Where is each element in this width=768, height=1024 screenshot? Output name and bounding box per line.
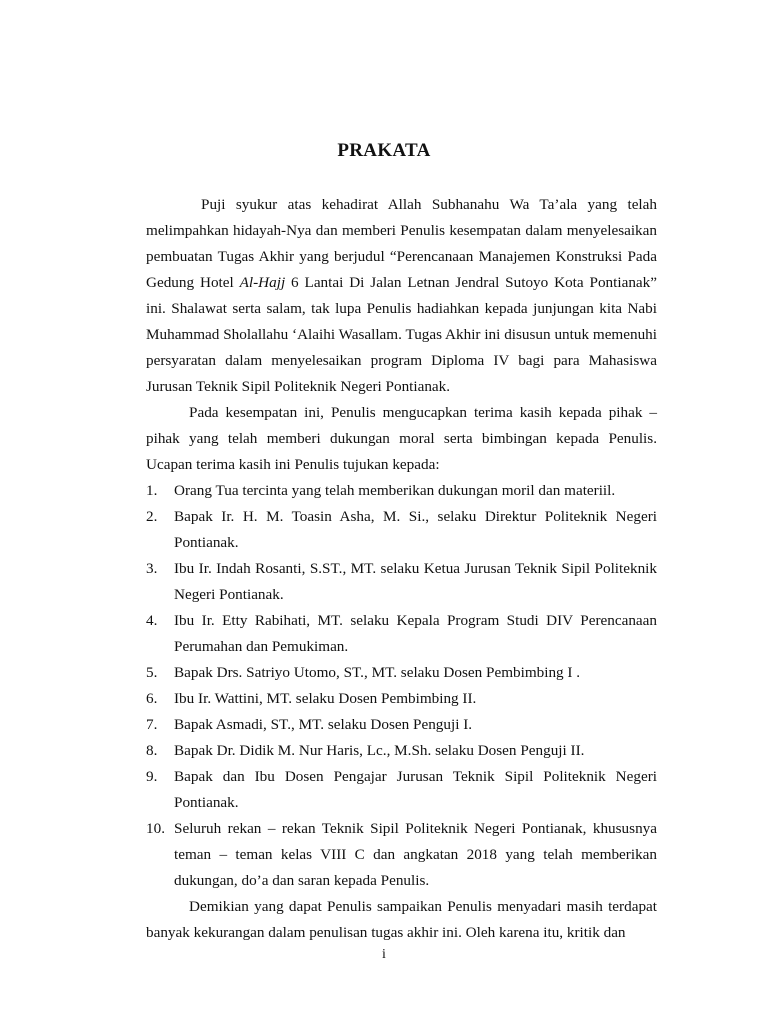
list-item-number: 4. bbox=[146, 612, 158, 629]
list-item bbox=[146, 816, 657, 894]
list-item bbox=[146, 478, 657, 504]
list-item bbox=[146, 556, 657, 608]
list-item-text: Ibu Ir. Etty Rabihati, MT. selaku Kepala Program Studi DIV Perencanaan Perumahan dan Pemukiman. bbox=[174, 612, 657, 655]
list-item-number: 2. bbox=[146, 508, 158, 525]
closing-paragraph: Demikian yang dapat Penulis sampaikan Penulis menyadari masih terdapat banyak kekurangan dalam penulisan tugas akhir ini. Oleh karena itu, kritik dan bbox=[146, 898, 657, 941]
intro-text-end: 6 Lantai Di Jalan Letnan Jendral Sutoyo Kota Pontianak” ini. Shalawat serta salam, tak lupa Penulis hadiahkan kepada junjungan kita Nabi Muhammad Sholallahu ‘Alaihi Wasallam. Tugas Akhir ini disusun untuk memenuhi persyaratan dalam menyelesaikan program Diploma IV bagi para Mahasiswa Jurusan Teknik Sipil Politeknik Negeri Pontianak. bbox=[146, 274, 657, 395]
list-item bbox=[146, 764, 657, 816]
list-item bbox=[146, 660, 657, 686]
list-item bbox=[146, 608, 657, 660]
list-item-number: 7. bbox=[146, 716, 158, 733]
intro-paragraph bbox=[146, 192, 657, 400]
list-item-number: 1. bbox=[146, 482, 158, 499]
list-item bbox=[146, 686, 657, 712]
hotel-name-italic: Al-Hajj bbox=[239, 274, 286, 291]
list-item-text: Orang Tua tercinta yang telah memberikan dukungan moril dan materiil. bbox=[174, 482, 616, 499]
document-body bbox=[146, 192, 657, 946]
list-item bbox=[146, 712, 657, 738]
list-item-text: Bapak Ir. H. M. Toasin Asha, M. Si., selaku Direktur Politeknik Negeri Pontianak. bbox=[174, 508, 657, 551]
list-item bbox=[146, 738, 657, 764]
list-item-number: 10. bbox=[146, 820, 165, 837]
list-item-text: Bapak Drs. Satriyo Utomo, ST., MT. selaku Dosen Pembimbing I . bbox=[174, 664, 581, 681]
list-item-text: Ibu Ir. Wattini, MT. selaku Dosen Pembimbing II. bbox=[174, 690, 477, 707]
list-item-number: 8. bbox=[146, 742, 158, 759]
list-item-text: Seluruh rekan – rekan Teknik Sipil Politeknik Negeri Pontianak, khususnya teman – teman kelas VIII C dan angkatan 2018 yang telah memberikan dukungan, do’a dan saran kepada Penulis. bbox=[174, 820, 657, 889]
list-item-text: Bapak Dr. Didik M. Nur Haris, Lc., M.Sh. selaku Dosen Penguji II. bbox=[174, 742, 585, 759]
list-item-number: 6. bbox=[146, 690, 158, 707]
list-item-text: Bapak Asmadi, ST., MT. selaku Dosen Penguji I. bbox=[174, 716, 473, 733]
list-item-number: 9. bbox=[146, 768, 158, 785]
page-title: PRAKATA bbox=[337, 140, 431, 161]
list-item-number: 5. bbox=[146, 664, 158, 681]
intro-text-start: Puji syukur atas kehadirat Allah Subhanahu Wa Ta’ala yang telah melimpahkan hidayah-Nya dan memberi Penulis kesempatan dalam menyelesaikan pembuatan Tugas Akhir yang berjudul “Perencanaan Manajemen Konstruksi Pada Gedung Hotel bbox=[146, 196, 657, 291]
page-number: i bbox=[382, 947, 386, 962]
list-item-text: Ibu Ir. Indah Rosanti, S.ST., MT. selaku Ketua Jurusan Teknik Sipil Politeknik Negeri Pontianak. bbox=[174, 560, 657, 603]
acknowledgement-list bbox=[146, 478, 657, 894]
thanks-intro-paragraph: Pada kesempatan ini, Penulis mengucapkan terima kasih kepada pihak – pihak yang telah memberi dukungan moral serta bimbingan kepada Penulis. Ucapan terima kasih ini Penulis tujukan kepada: bbox=[146, 404, 657, 473]
list-item bbox=[146, 504, 657, 556]
list-item-number: 3. bbox=[146, 560, 158, 577]
list-item-text: Bapak dan Ibu Dosen Pengajar Jurusan Teknik Sipil Politeknik Negeri Pontianak. bbox=[174, 768, 657, 811]
